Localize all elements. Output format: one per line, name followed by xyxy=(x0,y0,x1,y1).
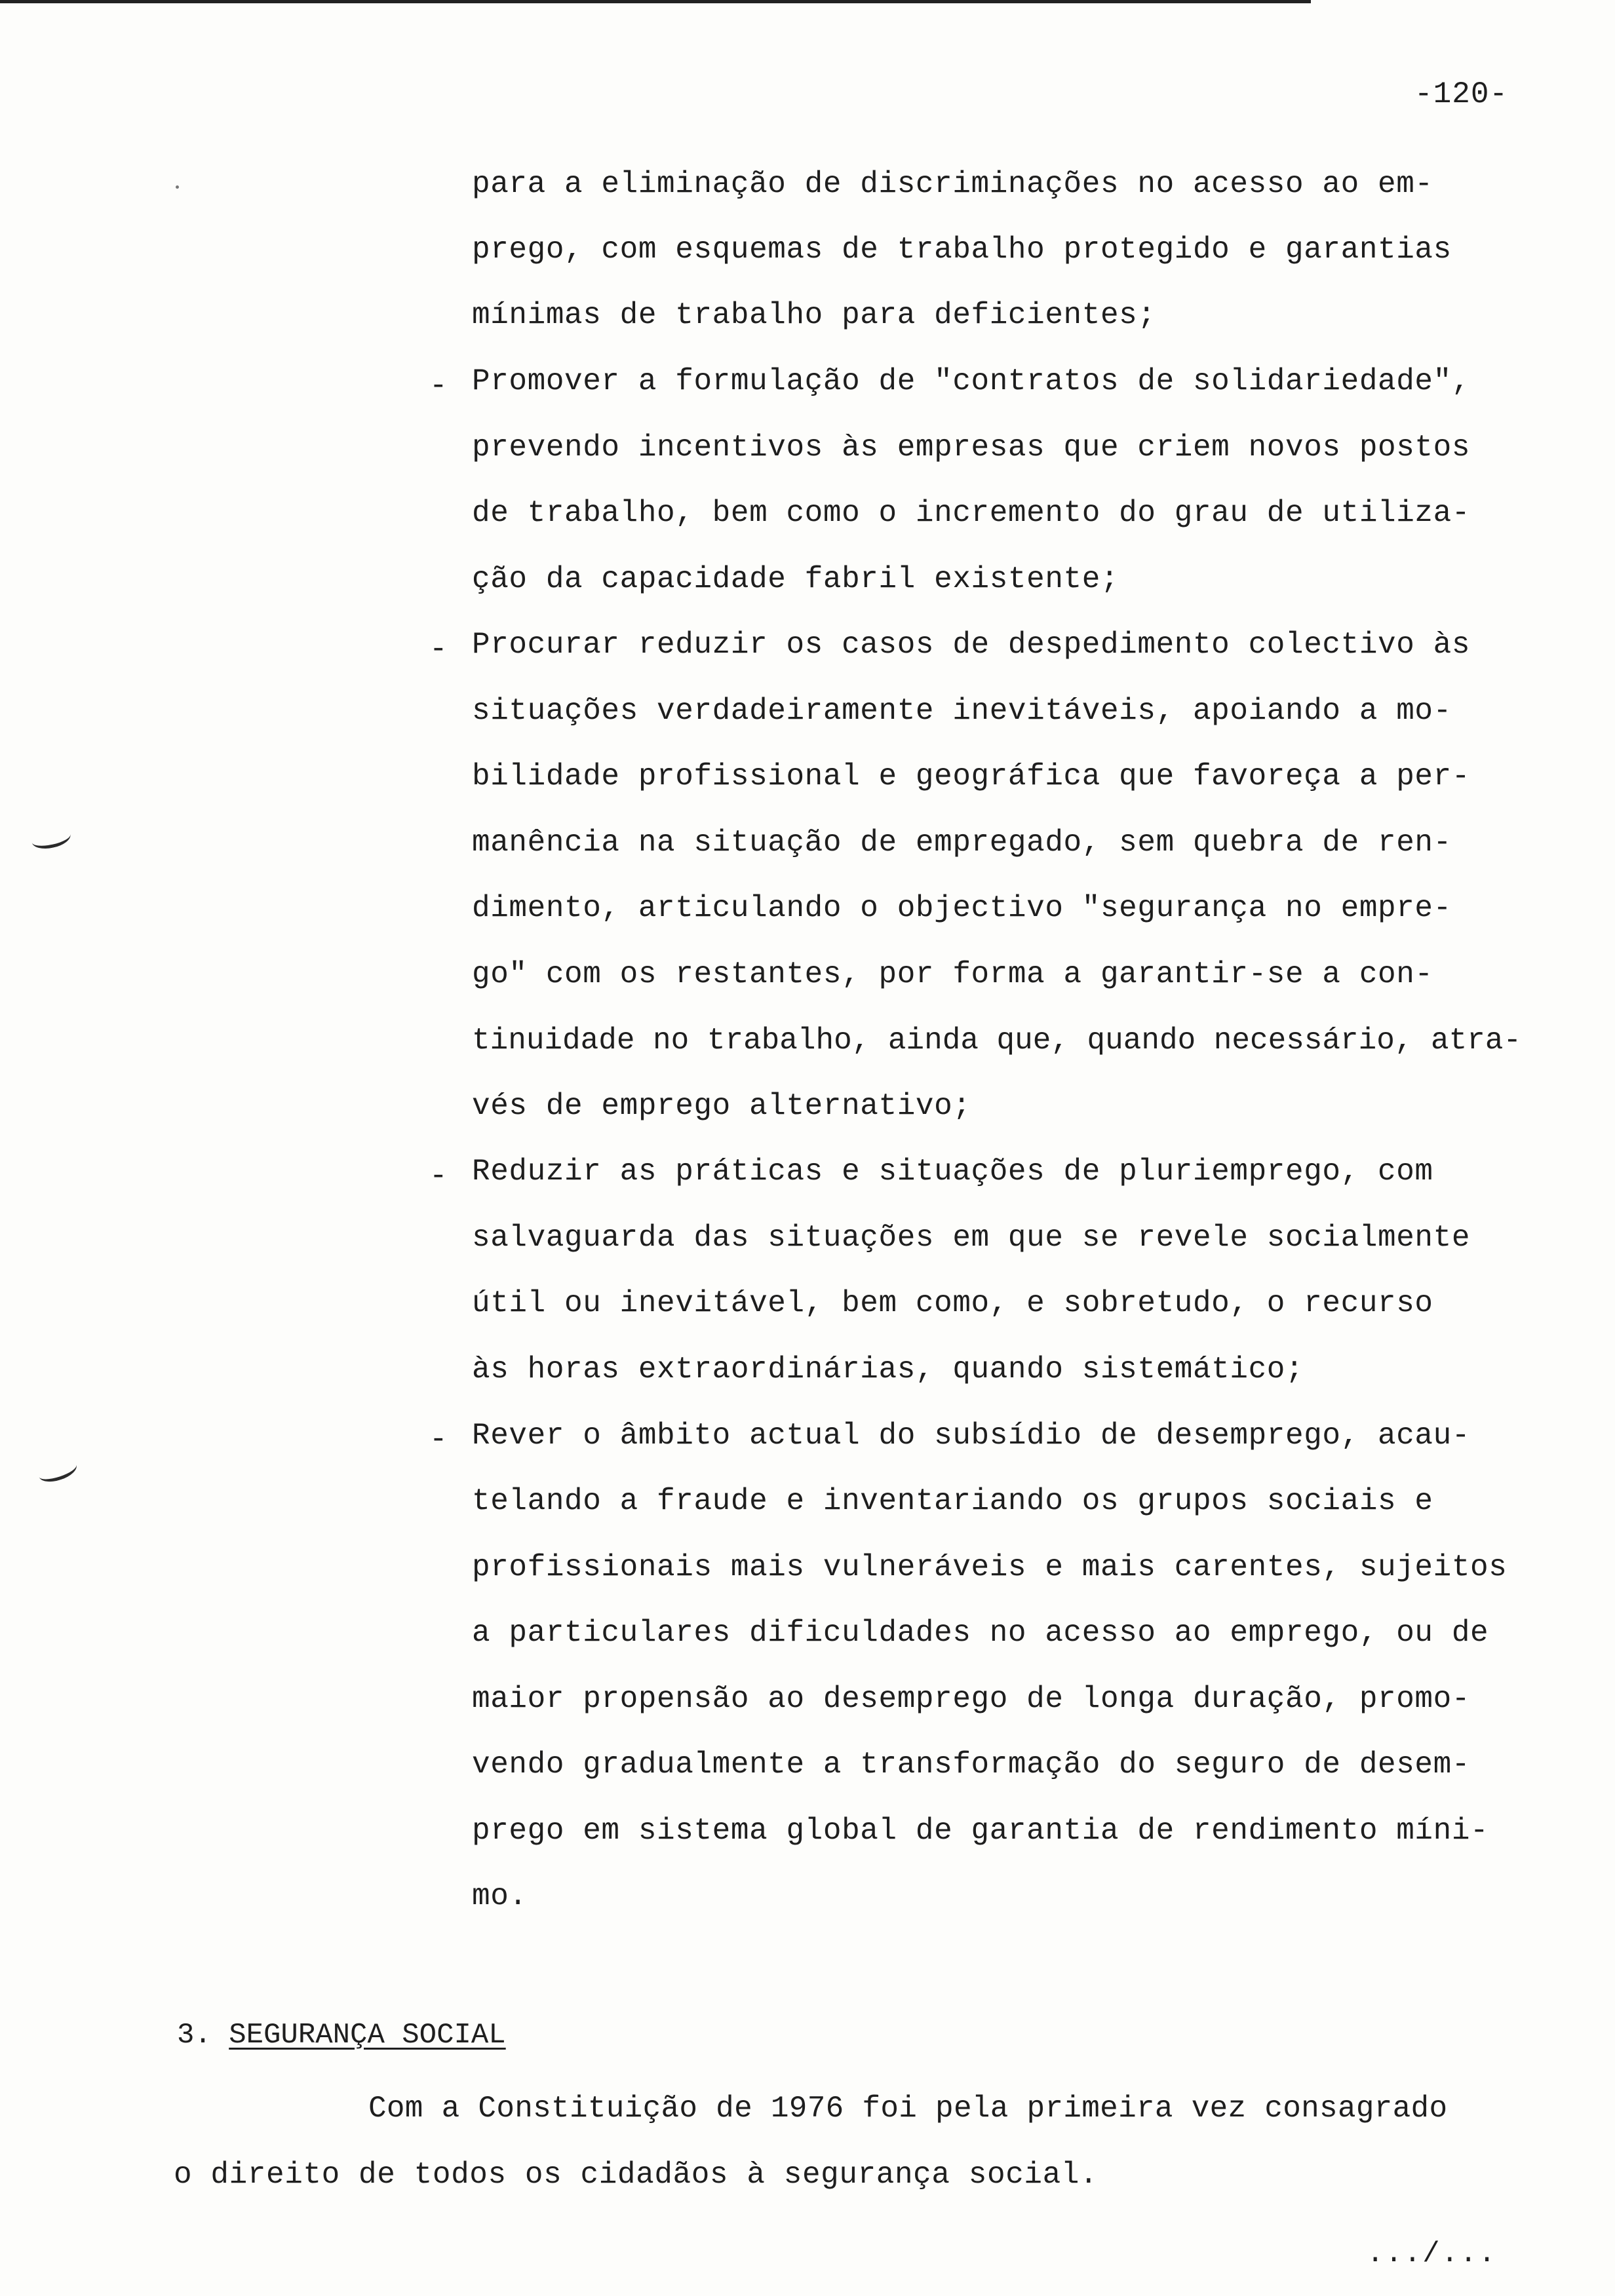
paragraph-line: Com a Constituição de 1976 foi pela primeira vez consagrado xyxy=(368,2092,1448,2126)
margin-mark xyxy=(36,1455,79,1485)
paragraph-line: o direito de todos os cidadãos à segurança social. xyxy=(174,2158,1099,2192)
section-number: 3. xyxy=(177,2019,212,2052)
body-line: às horas extraordinárias, quando sistemático; xyxy=(472,1352,1304,1387)
list-dash: - xyxy=(429,632,448,666)
body-line: vés de emprego alternativo; xyxy=(472,1089,971,1123)
body-line: Reduzir as práticas e situações de pluriemprego, com xyxy=(472,1155,1433,1189)
body-line: prevendo incentivos às empresas que criem novos postos xyxy=(472,430,1471,465)
body-line: tinuidade no trabalho, ainda que, quando necessário, atra- xyxy=(472,1024,1522,1058)
margin-mark xyxy=(30,825,73,852)
body-line: ção da capacidade fabril existente; xyxy=(472,562,1119,596)
body-line: mo. xyxy=(472,1879,528,1913)
body-line: Promover a formulação de "contratos de solidariedade", xyxy=(472,364,1471,398)
body-line: a particulares dificuldades no acesso ao emprego, ou de xyxy=(472,1616,1489,1650)
body-line: bilidade profissional e geográfica que favoreça a per- xyxy=(472,759,1471,794)
body-line: maior propensão ao desemprego de longa duração, promo- xyxy=(472,1682,1471,1716)
body-line: Rever o âmbito actual do subsídio de desemprego, acau- xyxy=(472,1419,1471,1453)
body-line: salvaguarda das situações em que se revele socialmente xyxy=(472,1221,1471,1255)
continuation-mark: .../... xyxy=(1367,2238,1497,2270)
body-line: dimento, articulando o objectivo "segurança no empre- xyxy=(472,891,1452,925)
body-line: manência na situação de empregado, sem quebra de ren- xyxy=(472,826,1452,860)
list-dash: - xyxy=(429,369,448,403)
list-dash: - xyxy=(429,1159,448,1193)
list-dash: - xyxy=(429,1423,448,1457)
body-line: profissionais mais vulneráveis e mais carentes, sujeitos xyxy=(472,1550,1508,1584)
body-line: situações verdadeiramente inevitáveis, apoiando a mo- xyxy=(472,694,1452,728)
body-line: Procurar reduzir os casos de despedimento colectivo às xyxy=(472,628,1471,662)
body-line: telando a fraude e inventariando os grupos sociais e xyxy=(472,1484,1433,1518)
body-line: para a eliminação de discriminações no acesso ao em- xyxy=(472,167,1433,201)
body-line: útil ou inevitável, bem como, e sobretudo, o recurso xyxy=(472,1286,1433,1320)
page-number: -120- xyxy=(1414,77,1509,111)
body-line: vendo gradualmente a transformação do seguro de desem- xyxy=(472,1748,1471,1782)
scan-speck xyxy=(176,185,179,189)
section-title: SEGURANÇA SOCIAL xyxy=(229,2019,506,2052)
body-line: prego, com esquemas de trabalho protegido e garantias xyxy=(472,233,1452,267)
body-line: de trabalho, bem como o incremento do grau de utiliza- xyxy=(472,496,1471,530)
body-line: prego em sistema global de garantia de rendimento míni- xyxy=(472,1814,1489,1848)
top-border-line xyxy=(0,0,1311,3)
section-heading xyxy=(177,2019,506,2052)
body-line: mínimas de trabalho para deficientes; xyxy=(472,298,1156,332)
body-line: go" com os restantes, por forma a garantir-se a con- xyxy=(472,957,1433,991)
